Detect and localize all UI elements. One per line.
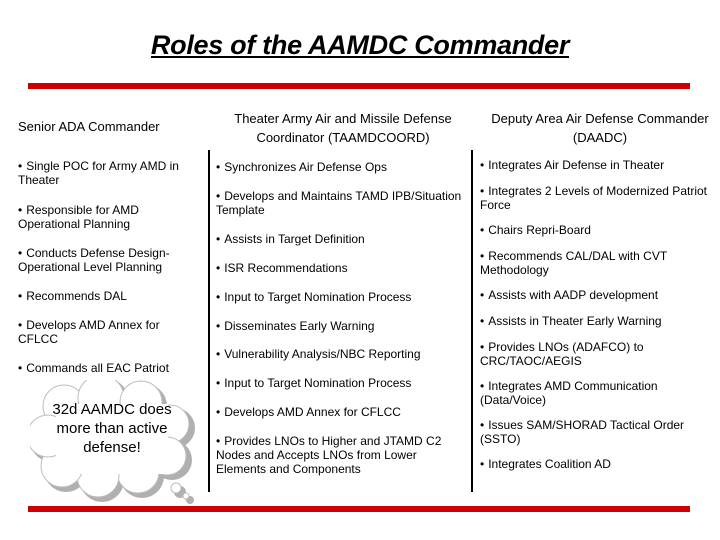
- list-item: • Integrates AMD Communication (Data/Voice): [480, 379, 658, 407]
- list-item: • Integrates 2 Levels of Modernized Patriot Force: [480, 184, 707, 212]
- list-item: • Commands all EAC Patriot: [18, 361, 169, 375]
- column-header-daadc: Deputy Area Air Defense Commander (DAADC): [491, 111, 709, 145]
- list-item: • Assists in Target Definition: [216, 232, 365, 246]
- list-item: • Develops AMD Annex for CFLCC: [216, 405, 401, 419]
- list-item: • Provides LNOs to Higher and JTAMD C2 Nodes and Accepts LNOs from Lower Elements and Components: [216, 434, 442, 476]
- list-item: • Input to Target Nomination Process: [216, 290, 412, 304]
- list-item: • Integrates Coalition AD: [480, 457, 611, 471]
- list-item: • Issues SAM/SHORAD Tactical Order (SSTO): [480, 418, 685, 446]
- list-item: • Conducts Defense Design- Operational Level Planning: [18, 246, 170, 274]
- list-item: • Responsible for AMD Operational Planning: [18, 203, 139, 231]
- top-red-rule: [28, 83, 690, 89]
- list-item: • Recommends DAL: [18, 289, 127, 303]
- list-item: • Assists with AADP development: [480, 288, 659, 302]
- list-item: • Assists in Theater Early Warning: [480, 314, 662, 328]
- column-divider-left: [208, 150, 210, 492]
- cloud-callout-text: 32d AAMDC does more than active defense!: [52, 401, 172, 456]
- list-item: • Disseminates Early Warning: [216, 319, 375, 333]
- list-item: • Synchronizes Air Defense Ops: [216, 160, 387, 174]
- list-item: • Single POC for Army AMD in Theater: [18, 159, 179, 187]
- list-item: • Develops and Maintains TAMD IPB/Situation Template: [216, 189, 462, 217]
- column-header-senior-ada: Senior ADA Commander: [18, 119, 160, 134]
- list-item: • Recommends CAL/DAL with CVT Methodology: [480, 249, 667, 277]
- list-item: • Input to Target Nomination Process: [216, 376, 412, 390]
- list-item: • Vulnerability Analysis/NBC Reporting: [216, 347, 421, 361]
- list-item: • Chairs Repri-Board: [480, 223, 591, 237]
- list-item: • ISR Recommendations: [216, 261, 348, 275]
- list-item: • Integrates Air Defense in Theater: [480, 158, 665, 172]
- column-header-taamdcoord: Theater Army Air and Missile Defense Coordinator (TAAMDCOORD): [234, 111, 452, 145]
- page-title: Roles of the AAMDC Commander: [150, 30, 570, 60]
- column-divider-right: [471, 150, 473, 492]
- list-item: • Develops AMD Annex for CFLCC: [18, 318, 160, 346]
- list-item: • Provides LNOs (ADAFCO) to CRC/TAOC/AEGIS: [480, 340, 644, 368]
- bottom-red-rule: [28, 506, 690, 512]
